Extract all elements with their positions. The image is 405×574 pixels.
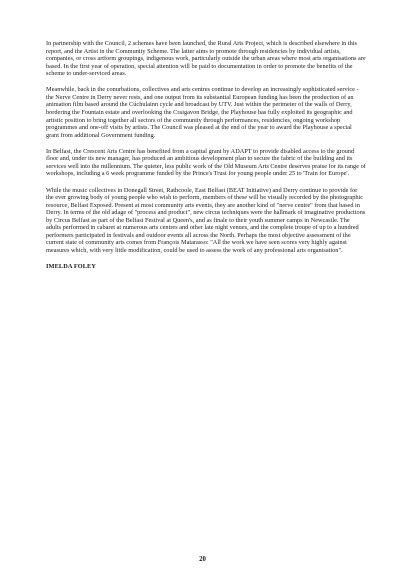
page-number: 20 [199,556,206,563]
paragraph-nerve-centre-playhouse: Meanwhile, back in the conurbations, collectives and arts centres continue to develop an increasingly sophisticated service - the Nerve Centre in Derry never rests, and one output from its substantial European funding has been the production of an animation film based around the Cúchulainn cycle and broadcast by UTV. Just within the perimeter of the walls of Derry, bordering the Fountain estate and overlooking the Craigavon Bridge, the Playhouse has fully exploited its geographic and artistic position to bring together all sectors of the community through performances, residencies, ongoing workshop programmes and one-off visits by artists. The Council was pleased at the end of the year to award the Playhouse a special grant from additional Government funding. [46,86,359,139]
paragraph-music-collectives: While the music collectives in Donegall Street, Rathcoole, East Belfast (BEAT Initiative) and Derry continue to provide for the ever growing body of young people who wish to perform, members of these will be visually recorded by the photographic resource, Belfast Exposed. Present at most community arts events, they are another kind of "nerve centre" from that based in Derry. In terms of the old adage of "process and product", new circus techniques were the hallmark of imaginative productions by Circus Belfast as part of the Belfast Festival at Queen's, and as finale to their youth summer camps in Newcastle. The adults performed in cabaret at numerous arts centres and other late night venues, and the complete troupe of up to a hundred performers participated in festivals and outdoor events all across the North. Perhaps the most objective assessment of the current state of community arts comes from François Matarasso: "All the work we have seen scores very highly against measures which, with very little modification, could be used to assess the work of any professional arts organisation". [46,186,366,254]
paragraph-belfast-crescent: In Belfast, the Crescent Arts Centre has benefited from a capital grant by ADAPT to provide disabled access to the ground floor and, under its new manager, has produced an ambitious development plan to secure the fabric of the building and its services well into the millennium. The quieter, less public work of the Old Museum Arts Centre deserves praise for its range of workshops, including a 6 week programme funded by the Prince's Trust for young people under 25 to 'Train for Europe'. [46,147,366,178]
paragraph-rural-arts: In partnership with the Council, 2 schemes have been launched, the Rural Arts Project, which is described elsewhere in this report, and the Artist in the Community Scheme. The latter aims to promote through residencies by individual artists, companies, or cross artform groupings, indigenous work, particularly outside the urban areas where most arts organisations are based. In the first year of operation, special attention will be paid to documentation in order to promote the benefits of the scheme to under-serviced areas. [46,40,366,78]
author-signature: IMELDA FOLEY [46,263,97,271]
body-text [46,40,366,271]
